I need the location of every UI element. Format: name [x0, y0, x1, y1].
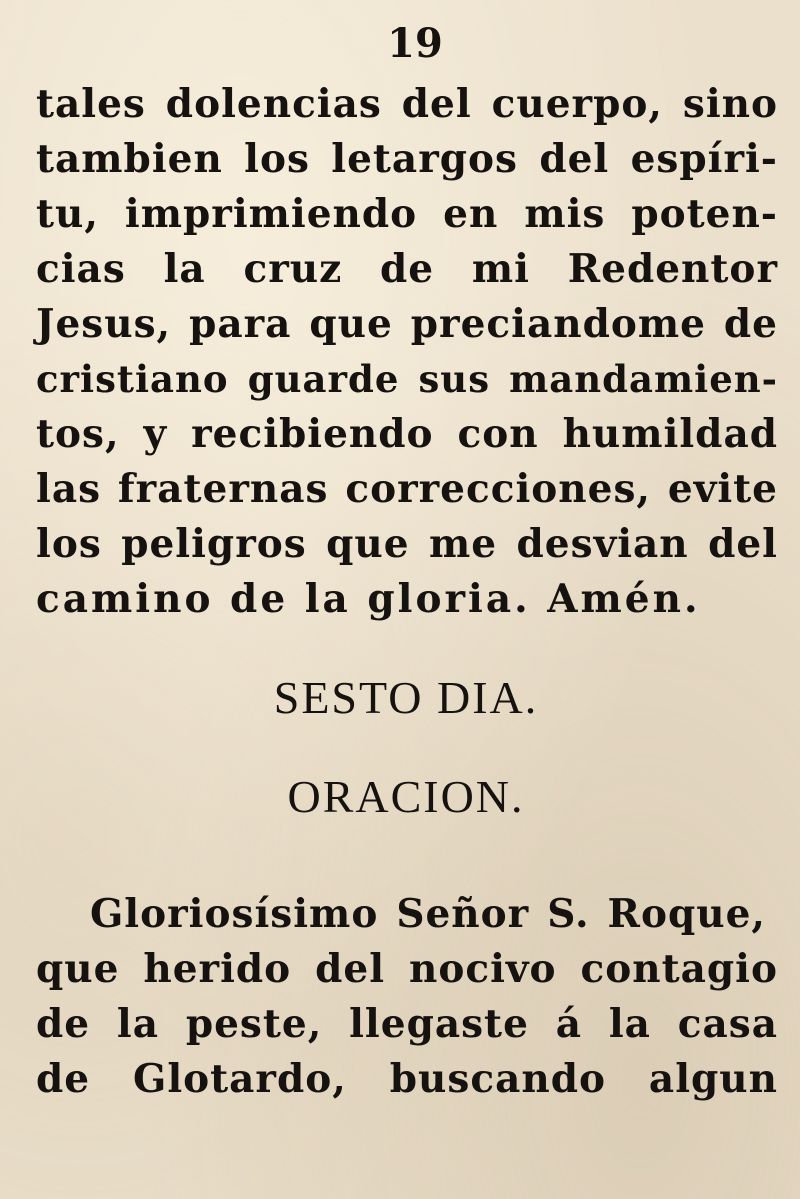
page-number: 19: [387, 20, 443, 67]
text-line: que herido del nocivo contagio: [36, 946, 778, 992]
text-line: tales dolencias del cuerpo, sino: [36, 81, 778, 127]
text-line: las fraternas correcciones, evite: [36, 466, 778, 512]
text-line: de Glotardo, buscando algun: [36, 1056, 778, 1102]
text-line: cristiano guarde sus mandamien-: [36, 357, 778, 401]
text-line: Gloriosísimo Señor S. Roque,: [90, 891, 766, 937]
text-line: camino de la gloria. Amén.: [36, 576, 701, 622]
text-line: Jesus, para que preciandome de: [36, 301, 778, 347]
text-line: tambien los letargos del espíri-: [36, 136, 778, 182]
text-line: los peligros que me desvian del: [36, 521, 778, 567]
section-title: SESTO DIA.: [273, 672, 539, 723]
text-line: cias la cruz de mi Redentor: [36, 246, 778, 292]
text-line: de la peste, llegaste á la casa: [36, 1001, 778, 1047]
text-line: tos, y recibiendo con humildad: [36, 411, 778, 457]
text-line: tu, imprimiendo en mis poten-: [36, 191, 778, 237]
prayer-title: ORACION.: [287, 771, 525, 822]
